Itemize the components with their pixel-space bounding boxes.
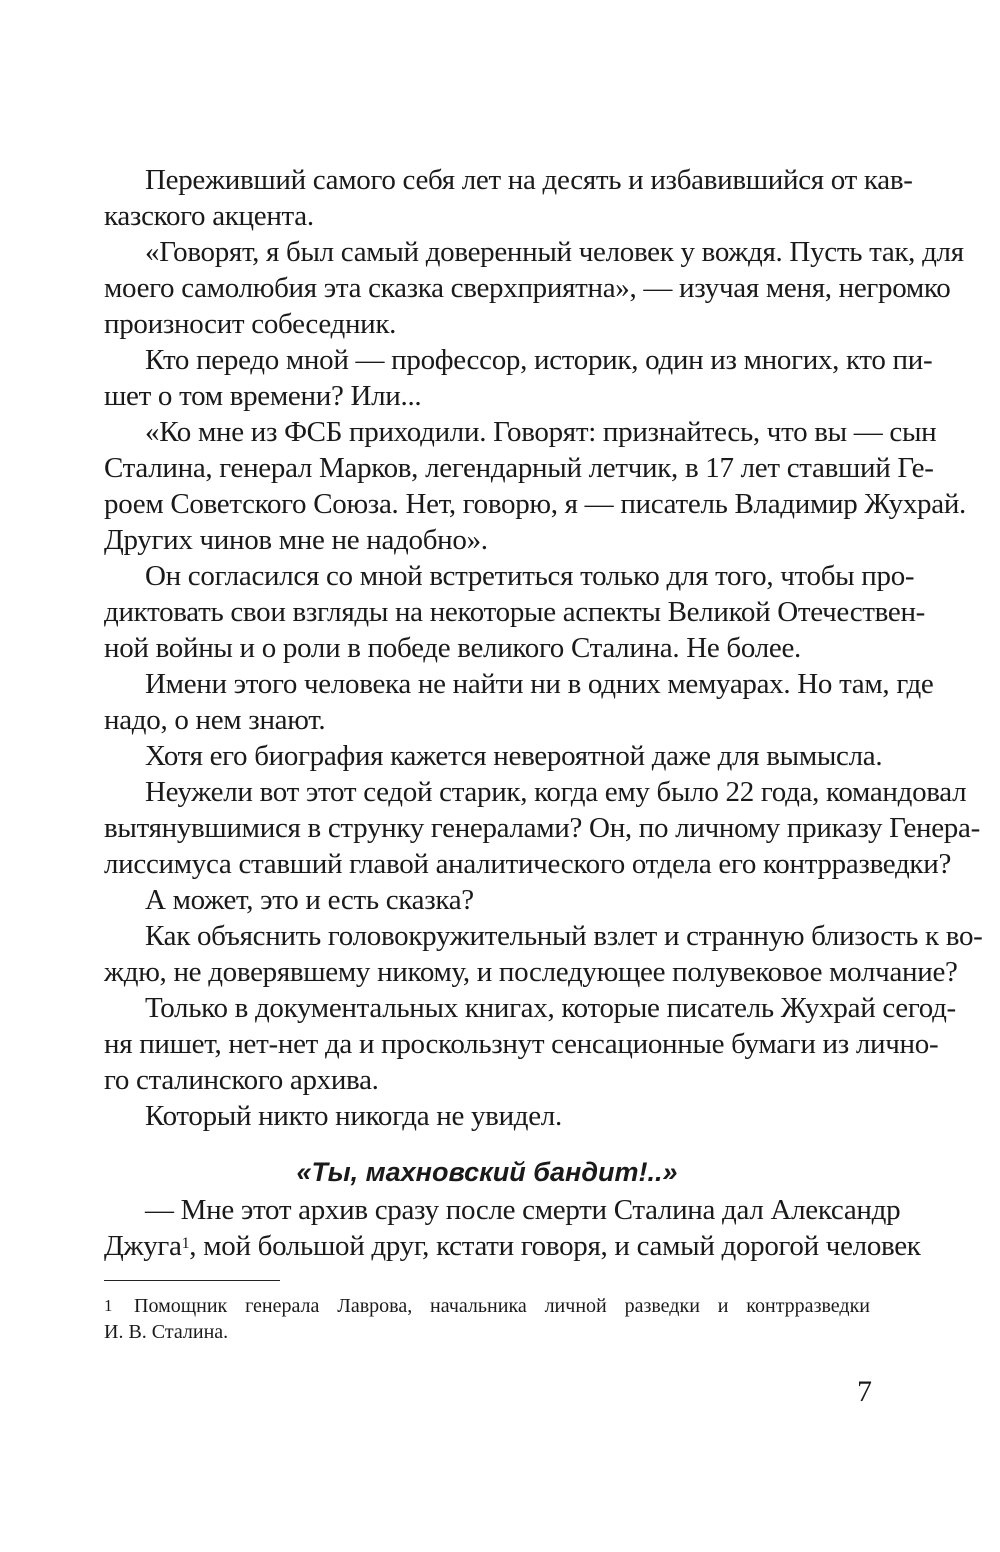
text-line: Неужели вот этот седой старик, когда ему было 22 года, командовал xyxy=(145,776,967,808)
text-fragment: Джуга xyxy=(104,1230,182,1262)
footnote-text: Помощник генерала Лаврова, начальника личной разведки и контрразведки xyxy=(134,1295,870,1317)
text-line: Сталина, генерал Марков, легендарный летчик, в 17 лет ставший Ге- xyxy=(104,452,934,484)
page-number: 7 xyxy=(857,1375,872,1408)
text-line: «Говорят, я был самый доверенный человек у вождя. Пусть так, для xyxy=(145,236,964,268)
footnote-reference: 1 xyxy=(181,1235,190,1252)
footnote-number: 1 xyxy=(104,1296,113,1315)
footnote-text: И. В. Сталина. xyxy=(104,1321,229,1343)
text-line: лиссимуса ставший главой аналитического отдела его контрразведки? xyxy=(104,848,952,880)
text-line: ня пишет, нет-нет да и проскользнут сенсационные бумаги из лично- xyxy=(104,1028,939,1060)
text-line: «Ко мне из ФСБ приходили. Говорят: признайтесь, что вы — сын xyxy=(145,416,937,448)
text-line: Он согласился со мной встретиться только для того, чтобы про- xyxy=(145,560,915,592)
text-line: Который никто никогда не увидел. xyxy=(145,1100,562,1132)
text-line: Имени этого человека не найти ни в одних мемуарах. Но там, где xyxy=(145,668,934,700)
text-fragment: , мой большой друг, кстати говоря, и самый дорогой человек xyxy=(189,1230,921,1262)
text-line: Переживший самого себя лет на десять и избавившийся от кав- xyxy=(145,164,913,196)
text-line: произносит собеседник. xyxy=(104,308,397,340)
text-line: казского акцента. xyxy=(104,200,314,232)
text-line: диктовать свои взгляды на некоторые аспекты Великой Отечествен- xyxy=(104,596,926,628)
text-line: Хотя его биография кажется невероятной даже для вымысла. xyxy=(145,740,883,772)
text-line: моего самолюбия эта сказка сверхприятна», — изучая меня, негромко xyxy=(104,272,951,304)
text-line: — Мне этот архив сразу после смерти Сталина дал Александр xyxy=(145,1194,901,1226)
text-line: Кто передо мной — профессор, историк, один из многих, кто пи- xyxy=(145,344,933,376)
text-line: Других чинов мне не надобно». xyxy=(104,524,488,556)
section-heading: «Ты, махновский бандит!..» xyxy=(296,1157,678,1187)
text-line: Как объяснить головокружительный взлет и странную близость к во- xyxy=(145,920,983,952)
text-line: вытянувшимися в струнку генералами? Он, по личному приказу Генера- xyxy=(104,812,980,844)
text-line: Только в документальных книгах, которые писатель Жухрай сегод- xyxy=(145,992,956,1024)
footnote-divider xyxy=(104,1280,280,1281)
text-line: А может, это и есть сказка? xyxy=(145,884,474,916)
text-line: го сталинского архива. xyxy=(104,1064,379,1096)
text-line: роем Советского Союза. Нет, говорю, я — писатель Владимир Жухрай. xyxy=(104,488,966,520)
text-line xyxy=(104,1228,921,1264)
text-line: ной войны и о роли в победе великого Сталина. Не более. xyxy=(104,632,801,664)
text-line: надо, о нем знают. xyxy=(104,704,326,736)
text-line: ждю, не доверявшему никому, и последующее полувековое молчание? xyxy=(104,956,958,988)
text-line: шет о том времени? Или... xyxy=(104,380,422,412)
